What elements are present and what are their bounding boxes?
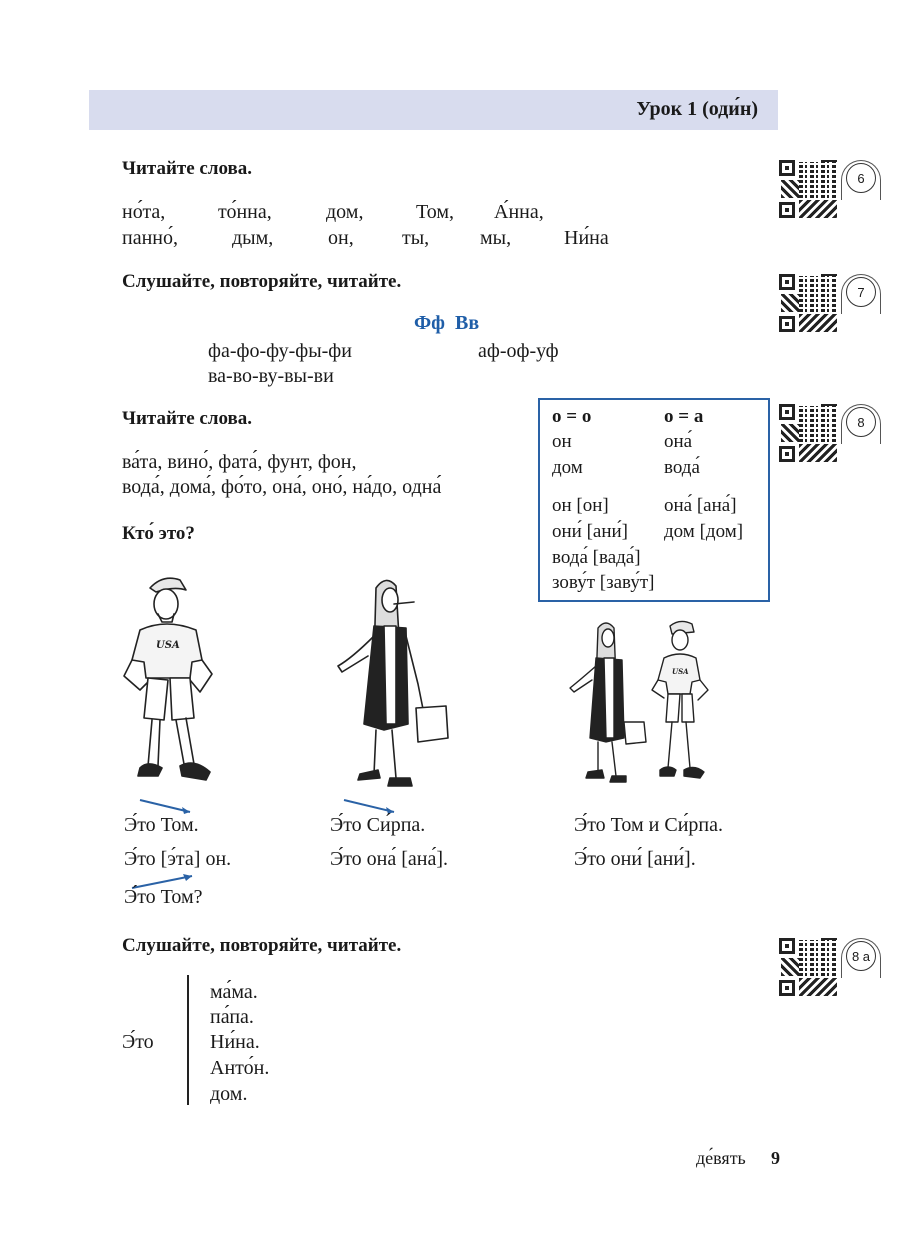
- caption-this-is-he: Э́то [э́та] он.: [124, 848, 232, 870]
- rule-heading: о = о: [552, 406, 592, 427]
- audio-qr-8a[interactable]: [779, 938, 879, 1000]
- rule-heading: о = а: [664, 406, 704, 427]
- lesson-header: [89, 90, 778, 130]
- track-number: 8: [846, 407, 876, 437]
- qr-code-icon: [779, 404, 839, 464]
- lesson-title: Урок 1 (оди́н): [636, 98, 758, 120]
- qr-code-icon: [779, 938, 839, 998]
- instruction-listen-repeat-read: Слушайте, повторяйте, читайте.: [122, 271, 402, 292]
- caption-this-is-tom: Э́то Том.: [124, 814, 199, 836]
- word: то́нна,: [218, 201, 272, 223]
- illustration-sirpa: [334, 574, 454, 790]
- word: Том,: [416, 201, 454, 223]
- rule-example: он: [552, 431, 572, 452]
- word: панно́,: [122, 227, 178, 249]
- list-item: па́па.: [210, 1006, 254, 1028]
- caption-this-is-she: Э́то она́ [ана́].: [330, 848, 449, 870]
- svg-text:USA: USA: [156, 640, 180, 651]
- caption-this-is-they: Э́то они́ [ани́].: [574, 848, 696, 870]
- rule-transcription: вода́ [вада́]: [552, 547, 641, 568]
- divider-line: [187, 975, 189, 1105]
- audio-qr-7[interactable]: [779, 274, 879, 336]
- rule-transcription: он [он]: [552, 495, 609, 516]
- svg-text:USA: USA: [672, 667, 689, 676]
- words-line: вода́, дома́, фо́то, она́, оно́, на́до, одна́: [122, 476, 442, 498]
- word: но́та,: [122, 201, 166, 223]
- rule-example: она́: [664, 431, 693, 452]
- caption-is-this-tom: Э́то Том?: [124, 886, 203, 908]
- rule-transcription: зову́т [заву́т]: [552, 572, 655, 593]
- audio-qr-6[interactable]: [779, 160, 879, 222]
- list-item: Анто́н.: [210, 1057, 270, 1079]
- lead-word: Э́то: [122, 1031, 154, 1053]
- instruction-read-words: Читайте слова.: [122, 158, 253, 179]
- words-line: ва́та, вино́, фата́, фунт, фон,: [122, 451, 357, 473]
- list-item: дом.: [210, 1083, 248, 1105]
- instruction-listen-repeat-read: Слушайте, повторяйте, читайте.: [122, 935, 402, 956]
- rule-example: дом: [552, 457, 583, 478]
- word: А́нна,: [494, 201, 544, 223]
- track-number: 8 а: [846, 941, 876, 971]
- word: ты,: [402, 227, 430, 249]
- rule-transcription: дом [дом]: [664, 521, 744, 542]
- syllables-v: ва-во-ву-вы-ви: [208, 365, 334, 387]
- instruction-read-words: Читайте слова.: [122, 408, 253, 429]
- rule-example: вода́: [664, 457, 700, 478]
- rule-transcription: они́ [ани́]: [552, 521, 629, 542]
- list-item: Ни́на.: [210, 1031, 260, 1053]
- pronunciation-rule-box: [538, 398, 770, 602]
- caption-this-is-tom-and-sirpa: Э́то Том и Си́рпа.: [574, 814, 723, 836]
- word: Ни́на: [564, 227, 609, 249]
- list-item: ма́ма.: [210, 981, 258, 1003]
- illustration-tom: [118, 568, 228, 790]
- page-number-word: де́вять: [696, 1148, 746, 1168]
- letters-heading: Фф Вв: [414, 312, 480, 334]
- audio-qr-8[interactable]: [779, 404, 879, 466]
- qr-code-icon: [779, 274, 839, 334]
- word: дым,: [232, 227, 274, 249]
- qr-code-icon: [779, 160, 839, 220]
- illustration-tom-and-sirpa: [568, 618, 728, 790]
- rule-transcription: она́ [ана́]: [664, 495, 737, 516]
- syllables-f: фа-фо-фу-фы-фи: [208, 340, 352, 362]
- instruction-who-is-this: Кто́ это?: [122, 523, 195, 544]
- word: дом,: [326, 201, 364, 223]
- word: мы,: [480, 227, 512, 249]
- track-number: 7: [846, 277, 876, 307]
- syllables-f-reverse: аф-оф-уф: [478, 340, 559, 362]
- track-number: 6: [846, 163, 876, 193]
- page-number: 9: [771, 1148, 780, 1168]
- caption-this-is-sirpa: Э́то Си́рпа.: [330, 814, 426, 836]
- word: он,: [328, 227, 354, 249]
